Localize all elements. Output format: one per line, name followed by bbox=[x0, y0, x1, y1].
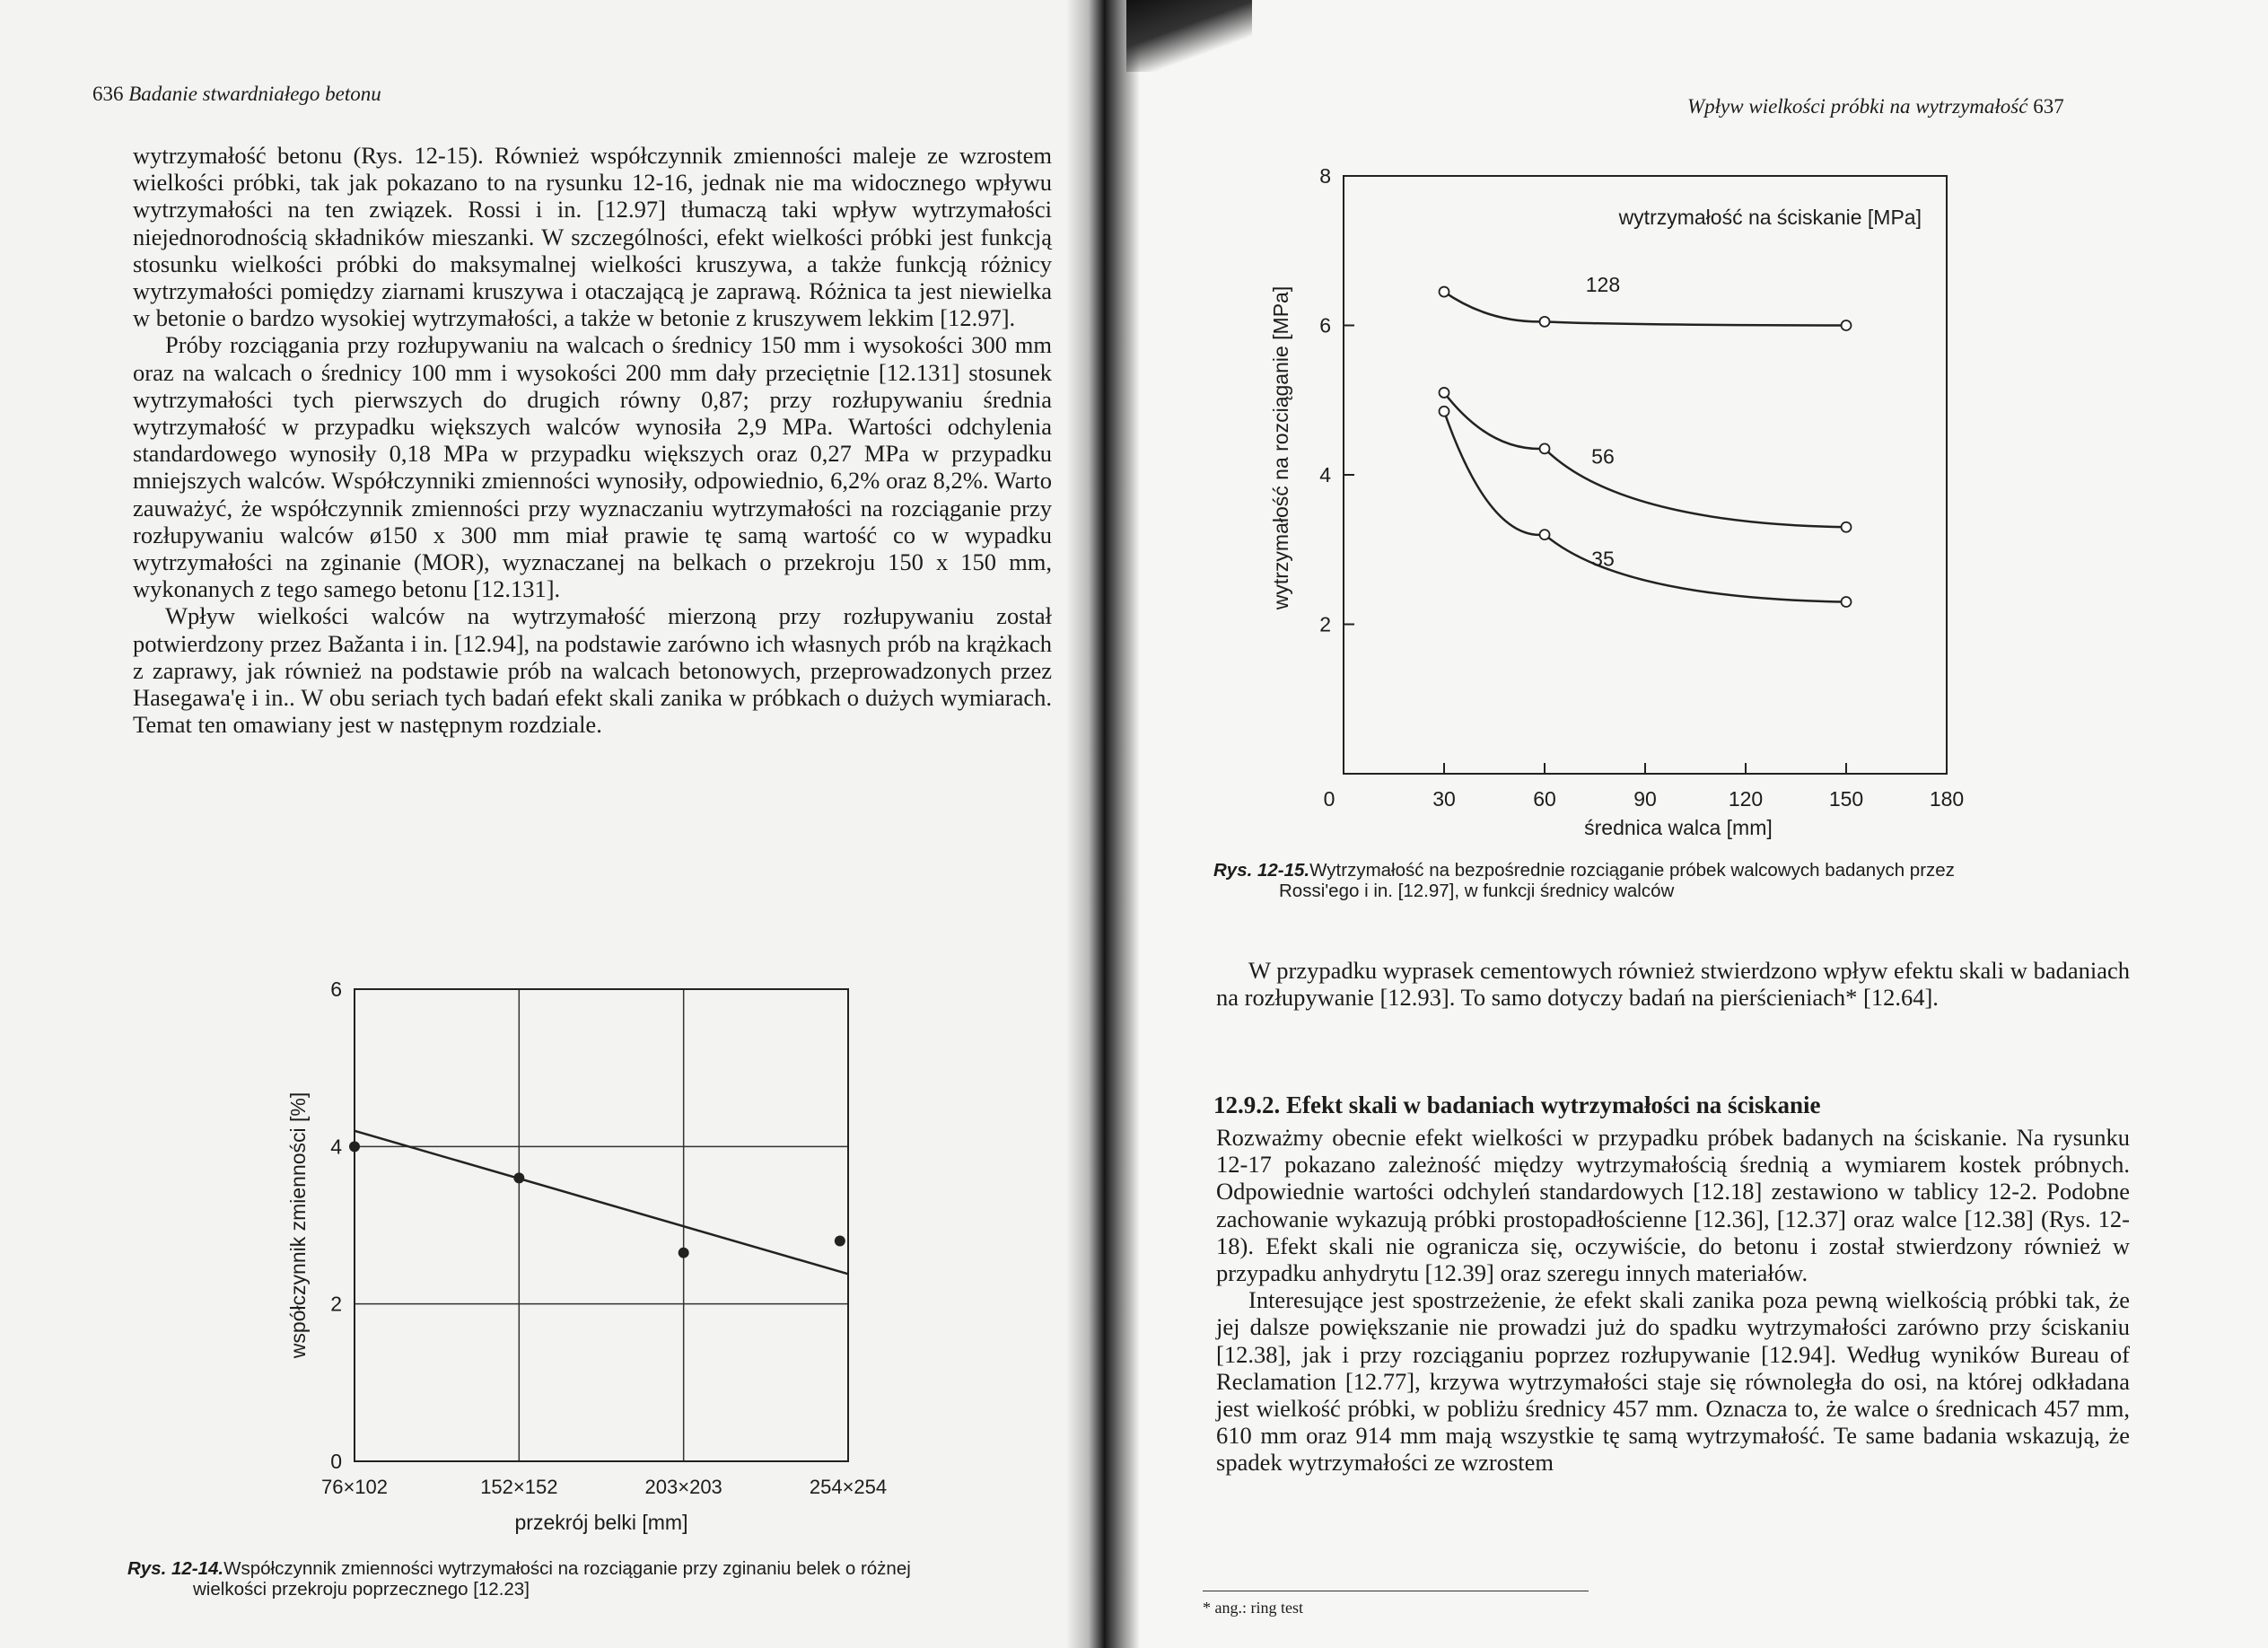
series-point-56 bbox=[1540, 443, 1550, 453]
series-point-35 bbox=[1440, 407, 1449, 416]
series-line-56 bbox=[1444, 392, 1846, 527]
data-point bbox=[513, 1172, 524, 1183]
series-line-128 bbox=[1444, 292, 1846, 325]
section-heading: 12.9.2. Efekt skali w badaniach wytrzymałości na ściskanie bbox=[1213, 1091, 1821, 1118]
y-axis-label: wytrzymałość na rozciąganie [MPa] bbox=[1269, 285, 1292, 610]
series-point-35 bbox=[1842, 597, 1852, 607]
figure-12-15-chart bbox=[1234, 162, 2042, 853]
x-axis-label: średnica walca [mm] bbox=[1584, 816, 1773, 839]
data-point bbox=[679, 1248, 689, 1258]
left-paragraph-2: Próby rozciągania przy rozłupywaniu na walcach o średnicy 150 mm i wysokości 300 mm oraz na walcach o średnicy 100 mm i wysokości 200 mm dały przeciętnie [12.131] stosunek wytrzymałości tych pierwszych do drugich równy 0,87; przy rozłupywaniu średnia wytrzymałość w przypadku większych walców wynosiła 2,9 MPa. Wartości odchylenia standardowego wynosiły 0,18 MPa w przypadku większych oraz 0,27 MPa w przypadku mniejszych walców. Współczynniki zmienności wynosiły, odpowiednio, 6,2% oraz 8,2%. Warto zauważyć, że współczynnik zmienności przy wyznaczaniu wytrzymałości na rozciąganie przy rozłupywaniu walców ø150 x 300 mm miał prawie tę samą wartość co w wypadku wytrzymałości na zginanie (MOR), wyznaczanej na belkach o przekroju 150 x 150 mm, wykonanych z tego samego betonu [12.131]. bbox=[133, 331, 1052, 603]
right-running-head bbox=[1687, 95, 2064, 118]
figure-12-14-chart bbox=[269, 969, 933, 1544]
left-paragraph-3: Wpływ wielkości walców na wytrzymałość mierzoną przy rozłupywaniu został potwierdzony przez Bažanta i in. [12.94], na podstawie zarówno ich własnych prób na krążkach z zaprawy, jak również na podstawie prób na walcach betonowych, przeprowadzonych przez Hasegawa'ę i in.. W obu seriach tych badań efekt skali zanika w próbkach o dużych wymiarach. Temat ten omawiany jest w następnym rozdziale. bbox=[133, 602, 1052, 739]
figure-12-15-caption-cont: Rossi'ego i in. [12.97], w funkcji średnicy walców bbox=[1279, 881, 1675, 901]
x-tick-label: 203×203 bbox=[644, 1476, 722, 1498]
x-tick-label: 152×152 bbox=[480, 1476, 558, 1498]
series-point-56 bbox=[1440, 388, 1449, 398]
y-tick-label: 6 bbox=[1319, 313, 1331, 337]
x-tick-label: 90 bbox=[1633, 787, 1657, 811]
figure-12-14-caption bbox=[127, 1558, 1061, 1600]
right-running-title: Wpływ wielkości próbki na wytrzymałość bbox=[1687, 95, 2028, 118]
x-tick-label: 150 bbox=[1828, 787, 1864, 811]
y-tick-label: 4 bbox=[330, 1135, 342, 1159]
data-point bbox=[835, 1236, 845, 1247]
figure-12-15-label: Rys. 12-15. bbox=[1213, 860, 1310, 881]
y-tick-label: 2 bbox=[330, 1292, 342, 1316]
right-paragraph-2: Rozważmy obecnie efekt wielkości w przypadku próbek badanych na ściskanie. Na rysunku 12-17 pokazano zależność między wytrzymałością średnią a wymiarem kostek próbnych. Odpowiednie wartości odchyleń standardowych [12.18] zestawiono w tablicy 12-2. Podobne zachowanie wykazują próbki prostopadłościenne [12.36], [12.37] oraz walce [12.38] (Rys. 12-18). Efekt skali nie ogranicza się, oczywiście, do betonu i został stwierdzony również w przypadku anhydrytu [12.39] oraz szeregu innych materiałów. bbox=[1216, 1124, 2130, 1287]
right-paragraph-1: W przypadku wyprasek cementowych również stwierdzono wpływ efektu skali w badaniach na rozłupywanie [12.93]. To samo dotyczy badań na pierścieniach* [12.64]. bbox=[1216, 957, 2130, 1012]
figure-12-15-caption bbox=[1213, 860, 2142, 901]
x-tick-label: 254×254 bbox=[809, 1476, 888, 1498]
y-axis-label: współczynnik zmienności [%] bbox=[286, 1091, 310, 1359]
trend-line bbox=[355, 1131, 848, 1275]
series-point-56 bbox=[1842, 522, 1852, 532]
plot-frame bbox=[355, 989, 848, 1461]
y-tick-label: 0 bbox=[330, 1450, 342, 1473]
data-point bbox=[349, 1141, 360, 1152]
left-running-head bbox=[92, 83, 381, 106]
series-label-128: 128 bbox=[1585, 273, 1621, 297]
y-tick-label: 2 bbox=[1319, 612, 1331, 636]
series-point-128 bbox=[1540, 317, 1550, 327]
left-running-title: Badanie stwardniałego betonu bbox=[128, 83, 381, 105]
series-point-35 bbox=[1540, 530, 1550, 539]
right-page-number: 637 bbox=[2033, 95, 2064, 118]
series-line-35 bbox=[1444, 411, 1846, 601]
plot-frame bbox=[1344, 176, 1947, 774]
series-label-35: 35 bbox=[1591, 547, 1615, 571]
y-tick-label: 8 bbox=[1319, 164, 1331, 188]
right-body-text-1 bbox=[1216, 957, 2130, 1011]
right-body-text-2 bbox=[1216, 1124, 2130, 1477]
page-corner-shadow bbox=[1126, 0, 1252, 72]
x-axis-label: przekrój belki [mm] bbox=[514, 1511, 688, 1534]
x-tick-label: 120 bbox=[1728, 787, 1764, 811]
y-tick-label: 6 bbox=[330, 977, 342, 1001]
x-tick-label: 76×102 bbox=[320, 1476, 389, 1498]
x-tick-label: 0 bbox=[1323, 787, 1335, 811]
footnote: * ang.: ring test bbox=[1203, 1599, 1303, 1617]
x-tick-label: 30 bbox=[1432, 787, 1456, 811]
y-tick-label: 4 bbox=[1319, 463, 1331, 487]
figure-12-14-caption-text: Współczynnik zmienności wytrzymałości na rozciąganie przy zginaniu belek o różnej bbox=[223, 1558, 911, 1579]
figure-12-14-caption-cont: wielkości przekroju poprzecznego [12.23] bbox=[193, 1579, 530, 1600]
left-page-number: 636 bbox=[92, 83, 124, 105]
series-label-56: 56 bbox=[1591, 444, 1615, 469]
left-body-text bbox=[133, 142, 1052, 738]
right-paragraph-3: Interesujące jest spostrzeżenie, że efekt skali zanika poza pewną wielkością próbki tak, że jej dalsze powiększanie nie prowadzi już do spadku wytrzymałości zarówno przy ściskaniu [12.38], jak i przy rozciąganiu poprzez rozłupywanie [12.94]. Według wyników Bureau of Reclamation [12.77], krzywa wytrzymałości staje się równoległa do osi, na której odkładana jest wielkość próbki, w pobliżu średnicy 457 mm. Oznacza to, że walce o średnicach 457 mm, 610 mm oraz 914 mm mają wszystkie tę samą wytrzymałość. Te same badania wskazują, że spadek wytrzymałości ze wzrostem bbox=[1216, 1286, 2130, 1477]
figure-12-15-caption-text: Wytrzymałość na bezpośrednie rozciąganie próbek walcowych badanych przez bbox=[1309, 860, 1955, 881]
left-paragraph-1: wytrzymałość betonu (Rys. 12-15). Również współczynnik zmienności maleje ze wzrostem wielkości próbki, tak jak pokazano to na rysunku 12-16, jednak nie ma widocznego wpływu wytrzymałości na ten związek. Rossi i in. [12.97] tłumaczą taki wpływ wytrzymałości niejednorodnością składników mieszanki. W szczególności, efekt wielkości próbki jest funkcją stosunku wielkości próbki do maksymalnej wielkości kruszywa, a także funkcją różnicy wytrzymałości pomiędzy ziarnami kruszywa i otaczającą je zaprawą. Różnica ta jest niewielka w betonie o bardzo wysokiej wytrzymałości, a także w betonie z kruszywem lekkim [12.97]. bbox=[133, 142, 1052, 332]
x-tick-label: 180 bbox=[1929, 787, 1965, 811]
figure-12-14-label: Rys. 12-14. bbox=[127, 1558, 224, 1579]
x-tick-label: 60 bbox=[1533, 787, 1556, 811]
book-gutter-shadow bbox=[1066, 0, 1140, 1648]
series-point-128 bbox=[1440, 287, 1449, 297]
series-point-128 bbox=[1842, 320, 1852, 330]
legend-title: wytrzymałość na ściskanie [MPa] bbox=[1618, 206, 1922, 229]
